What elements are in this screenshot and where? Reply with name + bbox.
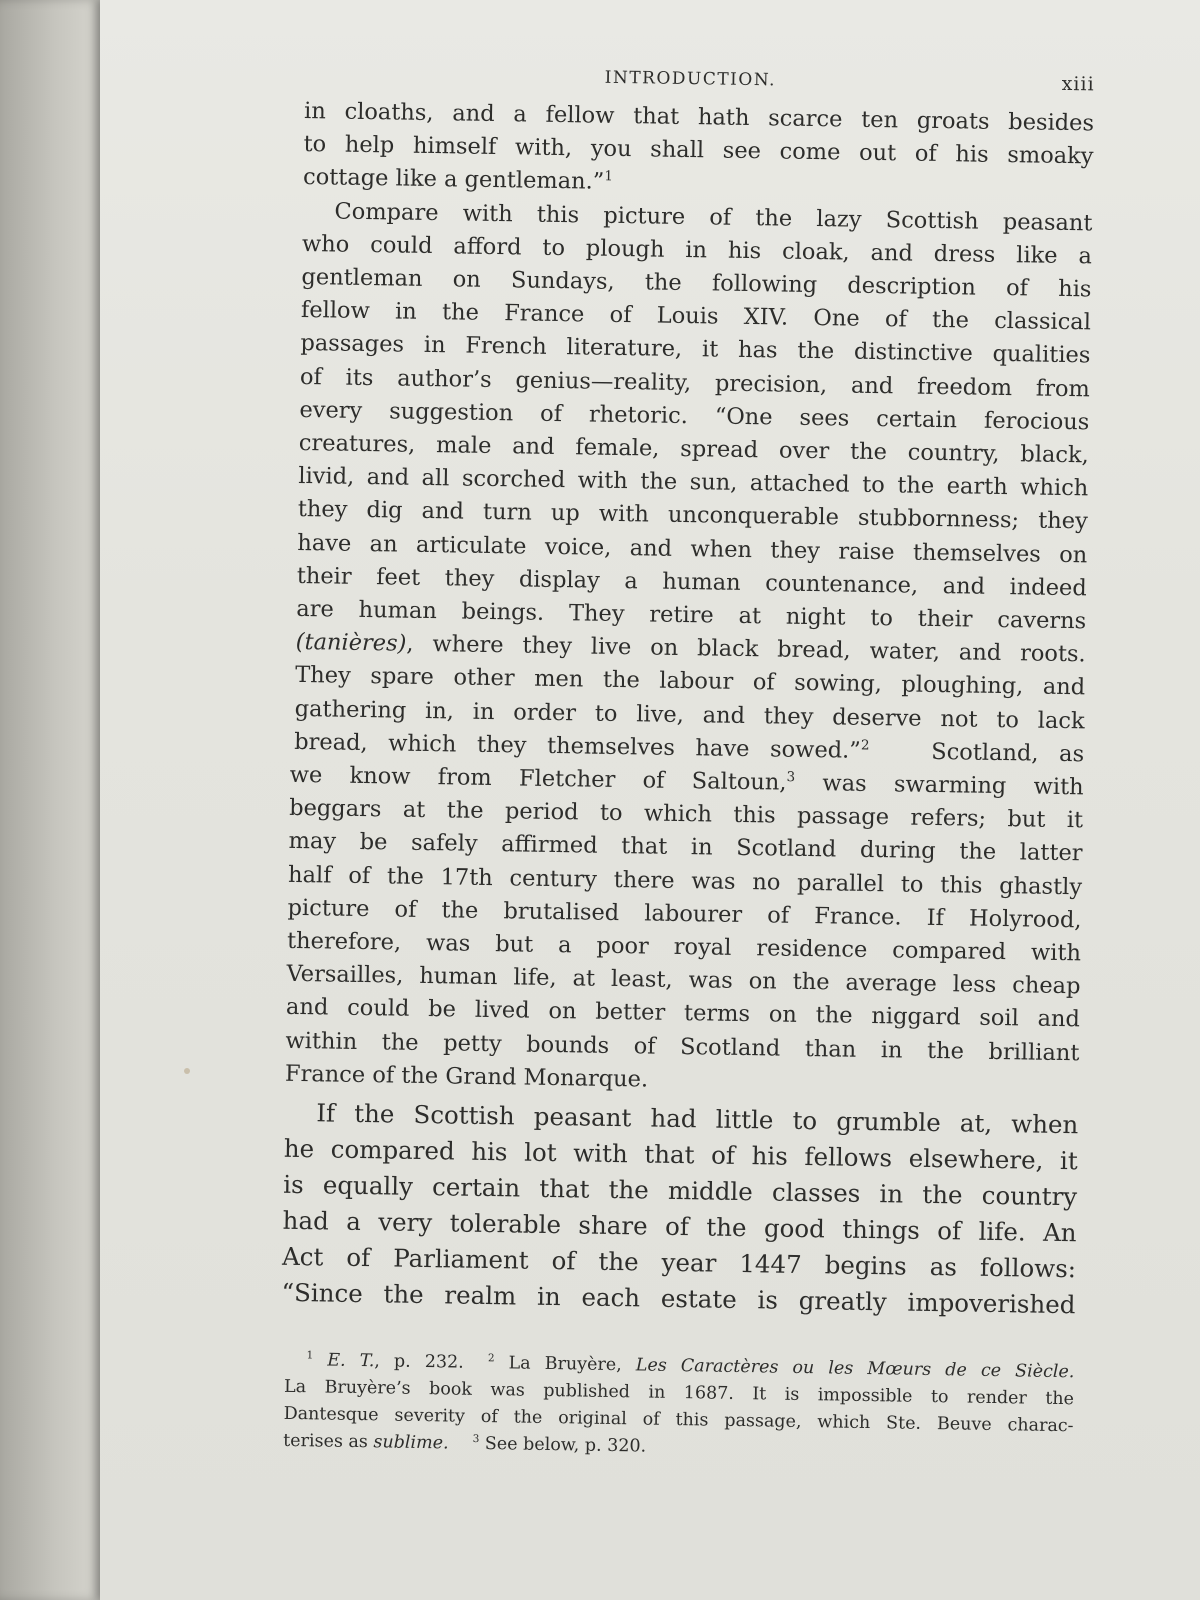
text-line: They spare other men the labour of sowing, ploughing, and	[295, 662, 1086, 701]
facing-page-edge	[0, 0, 100, 1600]
text-span: was swarming with	[822, 770, 1084, 801]
text-line: “Since the realm in each estate is greatly impoverished	[281, 1277, 1076, 1320]
text-line: he compared his lot with that of his fellows elsewhere, it	[283, 1133, 1078, 1176]
text-line: of its author’s genius—reality, precision, and freedom from	[299, 363, 1091, 402]
text-line: creatures, male and female, spread over the country, black,	[298, 429, 1090, 469]
footnote-text: , p. 232.	[374, 1351, 464, 1373]
text-line: they dig and turn up with unconquerable stubbornness; they	[297, 496, 1088, 535]
text-line: livid, and all scorched with the sun, attached to the earth which	[298, 463, 1089, 502]
running-head-title: INTRODUCTION.	[604, 67, 777, 91]
text-span: Scotland, as	[931, 738, 1085, 768]
footnote-italic: sublime.	[373, 1432, 449, 1454]
text-line: half of the 17th century there was no parallel to this ghastly	[287, 861, 1083, 900]
text-line: within the petty bounds of Scotland than in the brilliant	[285, 1027, 1080, 1066]
text-line: Act of Parliament of the year 1447 begins as follows:	[281, 1241, 1077, 1284]
text-line: gentleman on Sundays, the following description of his	[301, 263, 1092, 303]
footnote-number: 1	[306, 1349, 314, 1362]
text-span: we know from Fletcher of Saltoun,	[289, 761, 787, 796]
text-line: France of the Grand Monarque.	[284, 1060, 649, 1093]
footnote-line: Dantesque severity of the original of this passage, which Ste. Beuve charac-	[283, 1403, 1074, 1437]
text-line: may be safely affirmed that in Scotland during the latter	[288, 828, 1083, 867]
paragraph-start-line: If the Scottish peasant had little to grumble at, when	[316, 1098, 1079, 1140]
footnote-ref: 2	[860, 737, 870, 754]
text-line: to help himself with, you shall see come out of his smoaky	[303, 131, 1094, 170]
text-line: gathering in, in order to live, and they deserve not to lack	[294, 695, 1085, 734]
text-line: every suggestion of rhetoric. “One sees certain ferocious	[299, 396, 1090, 436]
footnote-text: terises as	[283, 1430, 374, 1453]
text-line: Versailles, human life, at least, was on the average less cheap	[286, 961, 1081, 1000]
text-line: therefore, was but a poor royal residence compared with	[286, 927, 1082, 967]
text-line: are human beings. They retire at night to their caverns	[296, 595, 1087, 635]
text-span: , where they live on black bread, water, and roots.	[406, 630, 1086, 668]
footnote-number: 3	[472, 1433, 480, 1446]
footnote-ref: 3	[786, 769, 796, 786]
text-line: in cloaths, and a fellow that hath scarce ten groats besides	[303, 97, 1095, 137]
text-span: bread, which they themselves have sowed.”	[294, 728, 862, 764]
paper-fleck	[184, 1068, 190, 1074]
page-content	[283, 55, 1095, 1467]
text-span: cottage like a gentleman.”	[302, 164, 605, 196]
body-text-lower	[281, 759, 1084, 1323]
footnotes	[283, 1347, 1075, 1467]
page-number: xiii	[1061, 72, 1095, 96]
text-line: picture of the brutalised labourer of France. If Holyrood,	[287, 894, 1082, 934]
footnote-ref: 1	[604, 168, 614, 185]
body-text	[281, 95, 1095, 1323]
text-line: their feet they display a human countenance, and indeed	[296, 562, 1087, 602]
footnote-text: See below, p. 320.	[484, 1434, 647, 1457]
footnote-text: La Bruyère,	[508, 1353, 636, 1376]
paragraph-start-line: Compare with this picture of the lazy Scottish peasant	[334, 198, 1093, 236]
text-line: have an articulate voice, and when they raise themselves on	[297, 529, 1088, 568]
text-line: beggars at the period to which this passage refers; but it	[288, 795, 1084, 834]
text-line: had a very tolerable share of the good things of life. An	[282, 1205, 1077, 1248]
text-line: and could be lived on better terms on the niggard soil and	[285, 994, 1081, 1033]
footnote-line: La Bruyère’s book was published in 1687. It is impossible to render the	[283, 1376, 1075, 1410]
text-line: fellow in the France of Louis XIV. One of the classical	[300, 297, 1092, 336]
text-line: is equally certain that the middle classes in the country	[283, 1169, 1078, 1212]
italic-span: (tanières)	[295, 629, 407, 657]
footnote-italic: E. T.	[327, 1350, 375, 1372]
text-line: who could afford to plough in his cloak, and dress like a	[301, 230, 1093, 270]
book-page	[100, 0, 1200, 1600]
footnote-italic: Les Caractères ou les Mœurs de ce Siècle.	[635, 1355, 1075, 1383]
text-line: passages in French literature, it has the distinctive qualities	[300, 330, 1091, 369]
footnote-number: 2	[487, 1352, 495, 1365]
